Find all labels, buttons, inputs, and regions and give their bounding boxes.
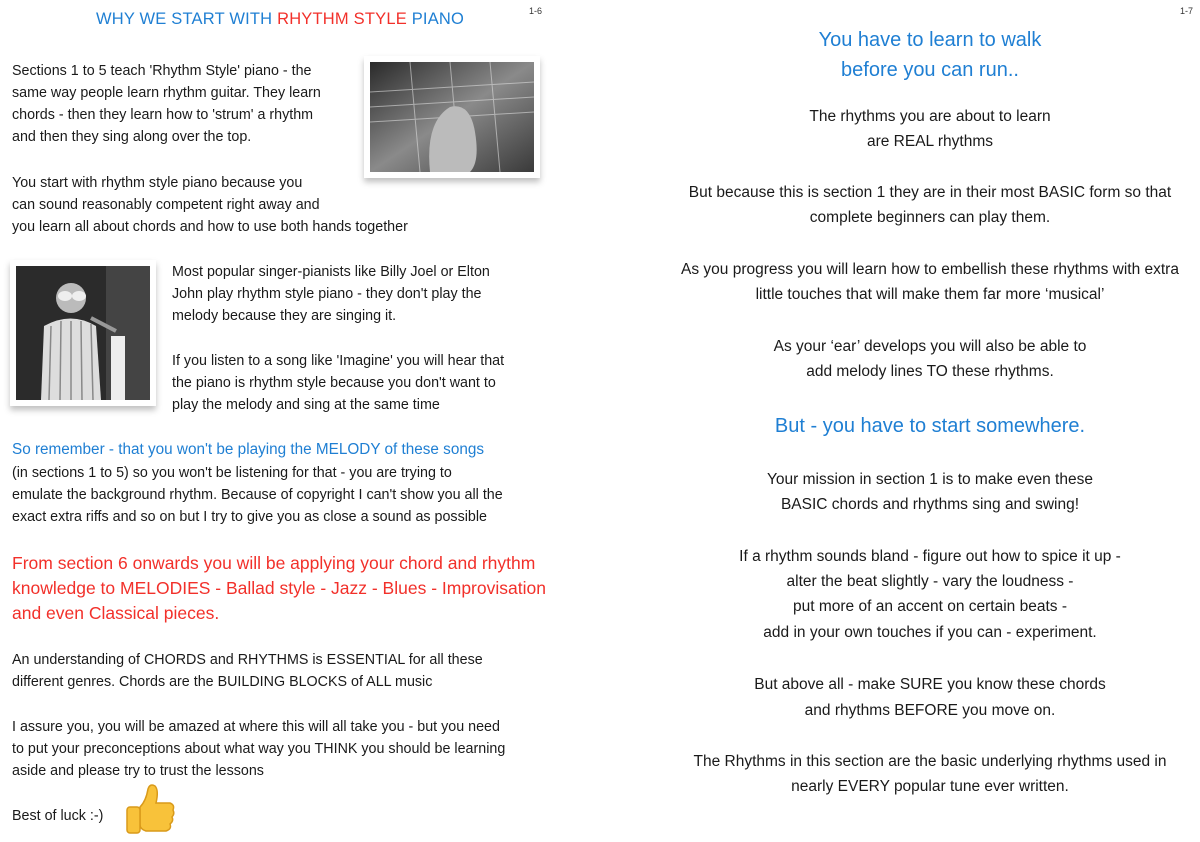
text-line: aside and please try to trust the lessons (12, 763, 264, 779)
text-line: The Rhythms in this section are the basic underlying rhythms used in (693, 753, 1167, 770)
guitar-photo (364, 56, 540, 178)
text-line: and then they sing along over the top. (12, 129, 252, 145)
text-line: you learn all about chords and how to use both hands together (12, 219, 408, 235)
red-text-line: and even Classical pieces. (12, 603, 220, 623)
text-line: If you listen to a song like 'Imagine' you will hear that (172, 353, 505, 369)
text-line: As your ‘ear’ develops you will also be able to (773, 338, 1087, 355)
text-line: chords - then they learn how to 'strum' a rhythm (12, 107, 314, 123)
highlight-line: So remember - that you won't be playing the MELODY of these songs (12, 441, 484, 458)
text-line: If a rhythm sounds bland - figure out how to spice it up - (739, 548, 1121, 565)
page-title (0, 10, 560, 29)
text-line: and rhythms BEFORE you move on. (804, 702, 1056, 719)
text-line: the piano is rhythm style because you don't want to (172, 375, 496, 391)
text-line: put more of an accent on certain beats - (793, 598, 1067, 615)
text-line: As you progress you will learn how to embellish these rhythms with extra (681, 261, 1179, 278)
text-line: little touches that will make them far more ‘musical’ (755, 286, 1105, 303)
title-highlight: RHYTHM STYLE (277, 10, 407, 28)
subheading: But - you have to start somewhere. (774, 415, 1086, 437)
title-part: WHY WE START WITH (95, 10, 278, 28)
title-part: PIANO (406, 10, 465, 28)
text-line: But above all - make SURE you know these chords (754, 676, 1106, 693)
text-line: John play rhythm style piano - they don't play the (172, 286, 482, 302)
red-text-line: From section 6 onwards you will be applying your chord and rhythm (12, 553, 536, 573)
text-line: (in sections 1 to 5) so you won't be listening for that - you are trying to (12, 465, 452, 481)
text-line: emulate the background rhythm. Because of copyright I can't show you all the (12, 487, 503, 503)
text-line: add in your own touches if you can - experiment. (763, 624, 1097, 641)
text-line: same way people learn rhythm guitar. They learn (12, 85, 321, 101)
page-heading: before you can run.. (841, 59, 1019, 81)
signoff: Best of luck :-) (12, 808, 104, 824)
text-line: But because this is section 1 they are in their most BASIC form so that (688, 184, 1172, 201)
page-heading: You have to learn to walk (818, 29, 1042, 51)
text-line: complete beginners can play them. (809, 209, 1051, 226)
text-line: nearly EVERY popular tune ever written. (791, 778, 1069, 795)
page-number: 1-7 (1180, 6, 1194, 16)
text-line: to put your preconceptions about what way you THINK you should be learning (12, 741, 506, 757)
thumbs-up-icon (124, 783, 176, 842)
red-text-line: knowledge to MELODIES - Ballad style - Jazz - Blues - Improvisation (12, 578, 546, 598)
text-line: can sound reasonably competent right away and (12, 197, 320, 213)
text-line: exact extra riffs and so on but I try to give you as close a sound as possible (12, 509, 487, 525)
text-line: are REAL rhythms (866, 133, 994, 150)
text-line: BASIC chords and rhythms sing and swing! (780, 496, 1080, 513)
text-line: An understanding of CHORDS and RHYTHMS is ESSENTIAL for all these (12, 652, 483, 668)
text-line: The rhythms you are about to learn (809, 108, 1051, 125)
text-line: play the melody and sing at the same time (172, 397, 440, 413)
text-line: Your mission in section 1 is to make even these (767, 471, 1093, 488)
page-number: 1-6 (529, 6, 543, 16)
text-line: melody because they are singing it. (172, 308, 397, 324)
text-line: Sections 1 to 5 teach 'Rhythm Style' piano - the (12, 63, 312, 79)
text-line: different genres. Chords are the BUILDING BLOCKS of ALL music (12, 674, 433, 690)
text-line: You start with rhythm style piano because you (12, 175, 303, 191)
pianist-photo (10, 260, 156, 406)
text-line: alter the beat slightly - vary the loudness - (786, 573, 1074, 590)
text-line: I assure you, you will be amazed at where this will all take you - but you need (12, 719, 500, 735)
text-line: Most popular singer-pianists like Billy Joel or Elton (172, 264, 490, 280)
text-line: add melody lines TO these rhythms. (806, 363, 1054, 380)
